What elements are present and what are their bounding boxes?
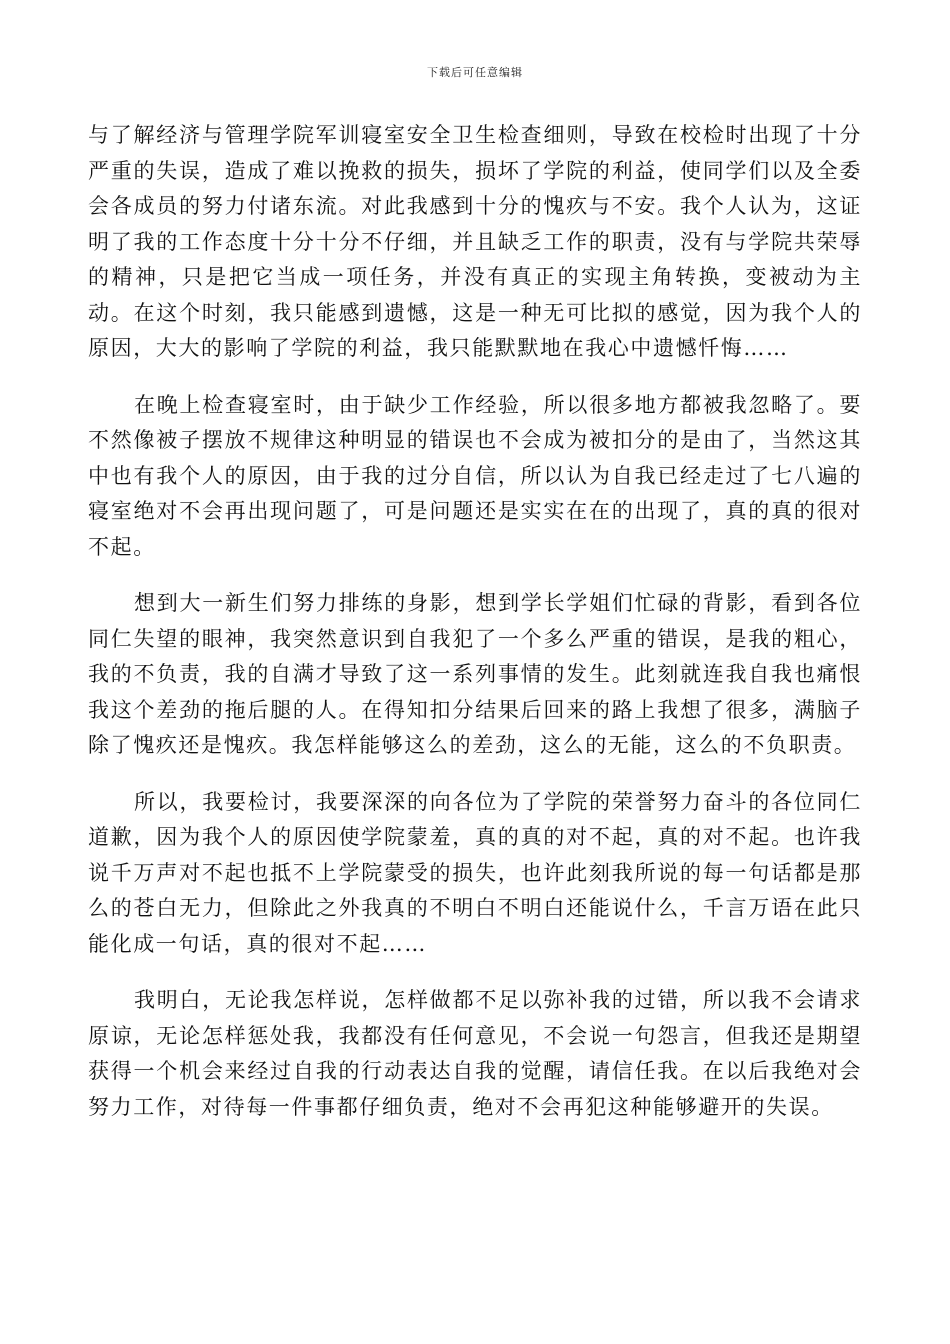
page-header: 下载后可任意编辑: [427, 66, 523, 79]
paragraph-4: 所以，我要检讨，我要深深的向各位为了学院的荣誉努力奋斗的各位同仁道歉，因为我个人的原因使学院蒙羞，真的真的对不起，真的对不起。也许我说千万声对不起也抵不上学院蒙受的损失，也许此刻我所说的每一句话都是那么的苍白无力，但除此之外我真的不明白不明白还能说什么，千言万语在此只能化成一句话，真的很对不起……: [88, 789, 862, 956]
paragraph-3: 想到大一新生们努力排练的身影，想到学长学姐们忙碌的背影，看到各位同仁失望的眼神，我突然意识到自我犯了一个多么严重的错误，是我的粗心，我的不负责，我的自满才导致了这一系列事情的发生。此刻就连我自我也痛恨我这个差劲的拖后腿的人。在得知扣分结果后回来的路上我想了很多，满脑子除了愧疚还是愧疚。我怎样能够这么的差劲，这么的无能，这么的不负职责。: [88, 591, 862, 757]
paragraph-5: 我明白，无论我怎样说，怎样做都不足以弥补我的过错，所以我不会请求原谅，无论怎样惩处我，我都没有任何意见，不会说一句怨言，但我还是期望获得一个机会来经过自我的行动表达自我的觉醒，请信任我。在以后我绝对会努力工作，对待每一件事都仔细负责，绝对不会再犯这种能够避开的失误。: [88, 988, 862, 1119]
document-body: [88, 118, 862, 1146]
paragraph-1: 与了解经济与管理学院军训寝室安全卫生检查细则，导致在校检时出现了十分严重的失误，造成了难以挽救的损失，损坏了学院的利益，使同学们以及全委会各成员的努力付诸东流。对此我感到十分的愧疚与不安。我个人认为，这证明了我的工作态度十分十分不仔细，并且缺乏工作的职责，没有与学院共荣辱的精神，只是把它当成一项任务，并没有真正的实现主角转换，变被动为主动。在这个时刻，我只能感到遗憾，这是一种无可比拟的感觉，因为我个人的原因，大大的影响了学院的利益，我只能默默地在我心中遗憾忏悔……: [88, 123, 862, 360]
paragraph-2: 在晚上检查寝室时，由于缺少工作经验，所以很多地方都被我忽略了。要不然像被子摆放不规律这种明显的错误也不会成为被扣分的是由了，当然这其中也有我个人的原因，由于我的过分自信，所以认为自我已经走过了七八遍的寝室绝对不会再出现问题了，可是问题还是实实在在的出现了，真的真的很对不起。: [88, 392, 862, 559]
